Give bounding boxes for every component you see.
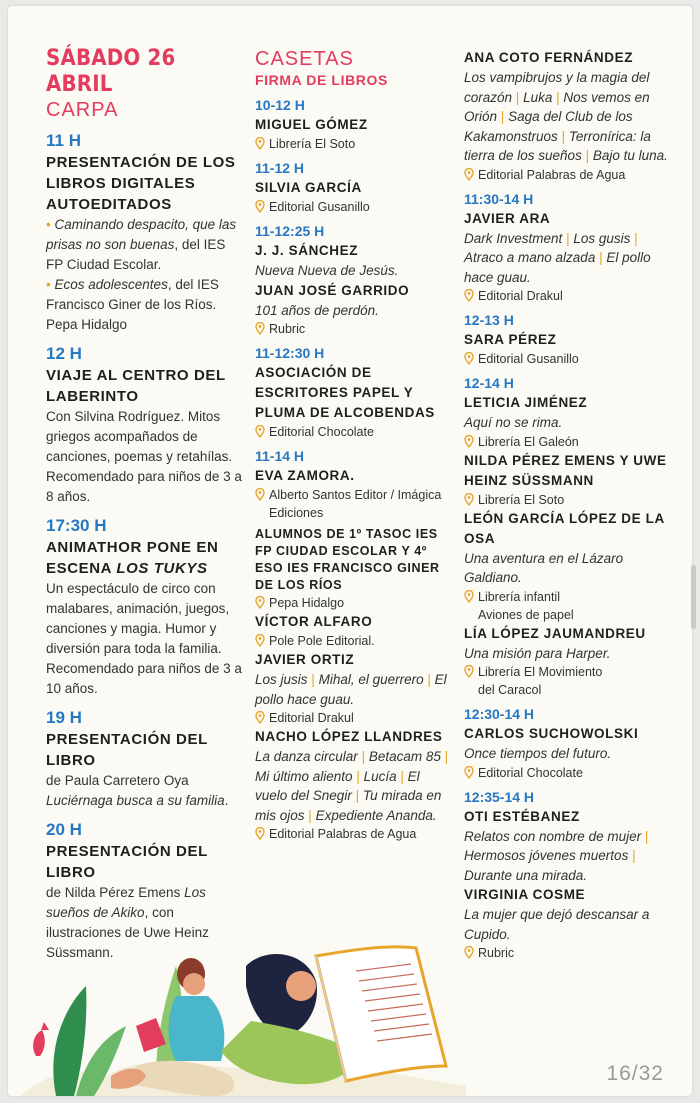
- book-titles: Una aventura en el Lázaro Galdiano.: [464, 550, 624, 585]
- map-pin-icon: [464, 168, 474, 181]
- signing-location: Librería El Soto: [464, 491, 672, 509]
- author-name: ASOCIACIÓN DE ESCRITORES PAPEL Y PLUMA DE ALCOBENDAS: [255, 365, 435, 420]
- slot-time: 11-12 H: [255, 160, 305, 176]
- map-pin-icon: [255, 322, 265, 335]
- author-name: J. J. SÁNCHEZ: [255, 243, 359, 258]
- signing-location: Editorial Chocolate: [464, 764, 672, 782]
- book-titles: La mujer que dejó descansar a Cupido.: [464, 907, 650, 942]
- signing-location: Rubric: [255, 320, 455, 338]
- slot-time: 11-12:25 H: [255, 223, 325, 239]
- author-name: CARLOS SUCHOWOLSKI: [464, 726, 639, 741]
- author-name: VÍCTOR ALFARO: [255, 614, 373, 629]
- event-title: PRESENTACIÓN DEL LIBRO: [46, 843, 208, 881]
- column-casetas: [255, 48, 455, 843]
- author-name: EVA ZAMORA.: [255, 468, 355, 483]
- reading-people-illustration: [16, 926, 466, 1096]
- scrollbar[interactable]: [691, 565, 696, 629]
- signing-location: Librería El Soto: [255, 135, 455, 153]
- column-carpa: [46, 46, 242, 965]
- slot-time: 11:30-14 H: [464, 190, 534, 207]
- event-desc: de Paula Carretero Oya Luciérnaga busca a su familia.: [46, 773, 229, 808]
- signing-location: Editorial Drakul: [464, 287, 672, 305]
- signing-location: Librería El Galeón: [464, 433, 672, 451]
- section-subtitle: FIRMA DE LIBROS: [255, 72, 388, 88]
- book-titles: Dark Investment | Los gusis | Atraco a mano alzada | El pollo hace guau.: [464, 230, 651, 285]
- map-pin-icon: [255, 596, 265, 609]
- signing-location: Editorial Palabras de Agua: [255, 825, 455, 843]
- author-name: ANA COTO FERNÁNDEZ: [464, 50, 634, 65]
- book-titles: La danza circular | Betacam 85 | Mi último aliento | Lucía | El vuelo del Snegir | Tu mirada en mis ojos | Expediente Ananda.: [255, 749, 449, 823]
- book-titles: Los vampibrujos y la magia del corazón | Luka | Nos vemos en Orión | Saga del Club de los Kakamonstruos | Terronírica: la tierra de los sueños | Bajo tu luna.: [464, 70, 668, 163]
- event-12h: [46, 343, 242, 507]
- author-name: NACHO LÓPEZ LLANDRES: [255, 729, 443, 744]
- page-number: 16/32: [606, 1062, 664, 1085]
- event-desc: • Ecos adolescentes, del IES Francisco Giner de los Ríos. Pepa Hidalgo: [46, 277, 219, 332]
- event-time: 20 H: [46, 820, 82, 839]
- event-title: PRESENTACIÓN DEL LIBRO: [46, 731, 208, 769]
- map-pin-icon: [464, 665, 474, 678]
- author-name: SILVIA GARCÍA: [255, 180, 362, 195]
- signing-location: Editorial Palabras de Agua: [464, 166, 672, 184]
- author-name: LEÓN GARCÍA LÓPEZ DE LA OSA: [464, 510, 665, 546]
- slot-time: 12:30-14 H: [464, 706, 535, 722]
- author-name: ALUMNOS DE 1º TASOC IES FP CIUDAD ESCOLAR Y 4º ESO IES FRANCISCO GINER DE LOS RÍOS: [255, 527, 440, 592]
- event-title: ANIMATHOR PONE EN ESCENA LOS TUKYS: [46, 539, 219, 577]
- signing-location: Librería El Movimiento del Caracol: [464, 663, 672, 699]
- signing-location: Editorial Chocolate: [255, 423, 455, 441]
- event-19h: [46, 707, 242, 811]
- event-11h: [46, 130, 242, 335]
- author-name: JAVIER ARA: [464, 210, 551, 226]
- slot-time: 12-13 H: [464, 312, 514, 328]
- map-pin-icon: [464, 289, 474, 302]
- slot-time: 11-14 H: [255, 448, 305, 464]
- map-pin-icon: [464, 590, 474, 603]
- column-casetas-cont: [464, 48, 672, 962]
- signing-location: Editorial Gusanillo: [255, 198, 455, 216]
- map-pin-icon: [255, 488, 265, 501]
- venue-carpa: CARPA: [46, 99, 119, 121]
- event-time: 12 H: [46, 344, 82, 363]
- signing-location: Editorial Gusanillo: [464, 350, 672, 368]
- slot-time: 12:35-14 H: [464, 788, 535, 805]
- map-pin-icon: [464, 493, 474, 506]
- event-desc: • Caminando despacito, que las prisas no son buenas, del IES FP Ciudad Escolar.: [46, 217, 237, 272]
- map-pin-icon: [255, 200, 265, 213]
- author-name: LÍA LÓPEZ JAUMANDREU: [464, 625, 646, 641]
- book-titles: 101 años de perdón.: [255, 302, 379, 318]
- event-desc: Con Silvina Rodríguez. Mitos griegos acompañados de canciones, poemas y retahílas. Recomendado para niños de 3 a 8 años.: [46, 409, 242, 504]
- event-desc: Un espectáculo de circo con malabares, animación, juegos, canciones y magia. Humor y diversión para toda la familia. Recomendado para niños de 3 a 10 años.: [46, 581, 242, 696]
- author-name: JUAN JOSÉ GARRIDO: [255, 282, 410, 298]
- section-title: CASETAS: [255, 48, 354, 70]
- slot-time: 12-14 H: [464, 375, 514, 391]
- map-pin-icon: [255, 634, 265, 647]
- signing-location: Editorial Drakul: [255, 709, 455, 727]
- map-pin-icon: [255, 425, 265, 438]
- map-pin-icon: [464, 766, 474, 779]
- book-titles: Relatos con nombre de mujer | Hermosos jóvenes muertos | Durante una mirada.: [464, 828, 649, 883]
- map-pin-icon: [255, 137, 265, 150]
- map-pin-icon: [255, 711, 265, 724]
- event-desc: de Nilda Pérez Emens Los sueños de Akiko, con ilustraciones de Uwe Heinz Süssmann.: [46, 885, 209, 960]
- program-page: [8, 6, 692, 1096]
- signing-location: Librería infantil Aviones de papel: [464, 588, 672, 624]
- signing-location: Pepa Hidalgo: [255, 594, 455, 612]
- book-titles: Los jusis | Mihal, el guerrero | El pollo hace guau.: [255, 672, 447, 707]
- event-title: VIAJE AL CENTRO DEL LABERINTO: [46, 367, 226, 405]
- signing-location: Pole Pole Editorial.: [255, 632, 455, 650]
- author-name: MIGUEL GÓMEZ: [255, 117, 368, 132]
- author-name: OTI ESTÉBANEZ: [464, 808, 580, 824]
- author-name: LETICIA JIMÉNEZ: [464, 395, 588, 410]
- slot-time: 10-12 H: [255, 97, 305, 113]
- book-titles: Una misión para Harper.: [464, 645, 611, 661]
- map-pin-icon: [464, 352, 474, 365]
- author-name: JAVIER ORTIZ: [255, 652, 355, 667]
- bullet-icon: •: [46, 277, 51, 292]
- event-time: 11 H: [46, 131, 81, 150]
- book-titles: Nueva Nueva de Jesús.: [255, 263, 399, 278]
- author-name: NILDA PÉREZ EMENS Y UWE HEINZ SÜSSMANN: [464, 452, 667, 488]
- author-name: SARA PÉREZ: [464, 332, 557, 347]
- book-titles: Once tiempos del futuro.: [464, 746, 612, 761]
- event-1730h: [46, 515, 242, 699]
- event-time: 17:30 H: [46, 516, 107, 535]
- signing-location: Rubric: [464, 944, 672, 962]
- author-name: VIRGINIA COSME: [464, 887, 586, 902]
- map-pin-icon: [464, 435, 474, 448]
- slot-time: 11-12:30 H: [255, 345, 325, 361]
- event-time: 19 H: [46, 708, 82, 727]
- day-title: SÁBADO 26 ABRIL: [46, 46, 176, 97]
- book-titles: Aquí no se rima.: [464, 415, 563, 430]
- bullet-icon: •: [46, 217, 51, 232]
- signing-location: Alberto Santos Editor / Imágica Ediciones: [255, 486, 455, 522]
- map-pin-icon: [255, 827, 265, 840]
- event-title: PRESENTACIÓN DE LOS LIBROS DIGITALES AUTOEDITADOS: [46, 154, 236, 213]
